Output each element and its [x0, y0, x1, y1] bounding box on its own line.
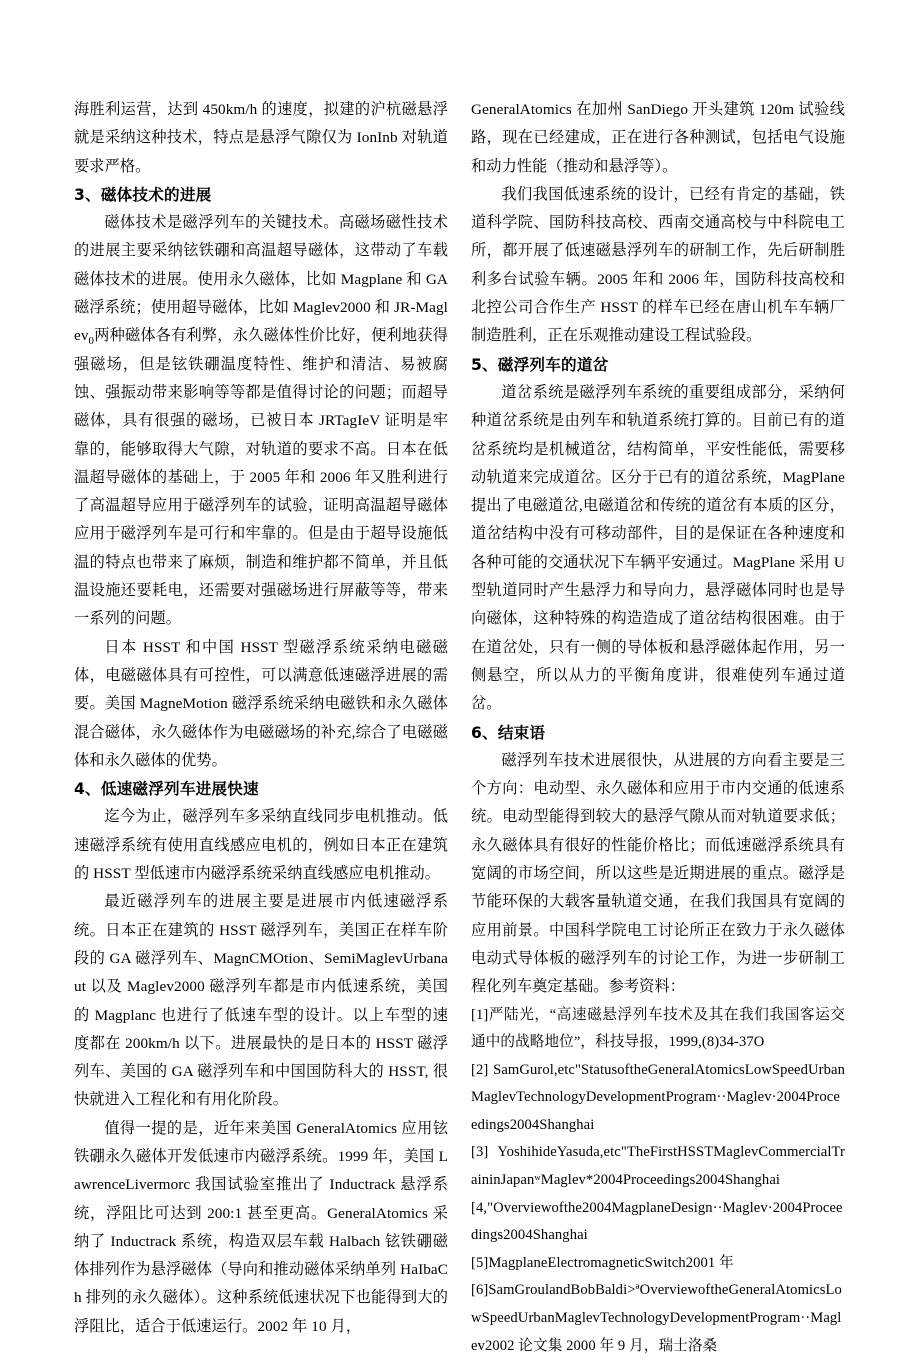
section-heading-3: 3、磁体技术的进展	[74, 181, 448, 209]
left-column	[74, 96, 448, 1341]
reference-item: [5]MagplaneElectromagneticSwitch2001 年	[471, 1250, 845, 1278]
reference-item: [4,"Overviewofthe2004MagplaneDesign··Maglev·2004Proceedings2004Shanghai	[471, 1195, 845, 1250]
two-column-body	[74, 96, 845, 1256]
paragraph-urban-lowspeed-systems: 最近磁浮列车的进展主要是进展市内低速磁浮系统。日本正在建筑的 HSST 磁浮列车，美国正在样车阶段的 GA 磁浮列车、MagnCMOtion、SemiMaglevUrbanaut 以及 Maglev2000 磁浮列车都是市内低速系统，美国的 Magplanc 也进行了低速车型的设计。以上车型的速度都在 200km/h 以下。进展最快的是日本的 HSST 磁浮列车、美国的 GA 磁浮列车和中国国防科大的 HSST, 很快就进入工程化和有用化阶段。	[74, 888, 448, 1114]
paragraph-conclusion: 磁浮列车技术进展很快，从进展的方向看主要是三个方向：电动型、永久磁体和应用于市内交通的低速系统。电动型能得到较大的悬浮气隙从而对轨道要求低；永久磁体具有很好的性能价格比；而低速磁浮系统具有宽阔的市场空间，所以这些是近期进展的重点。磁浮是节能环保的大载客量轨道交通，在我们我国具有宽阔的应用前景。中国科学院电工讨论所正在致力于永久磁体电动式导体板的磁浮列车的讨论工作，为进一步研制工程化列车奠定基础。参考资料：	[471, 747, 845, 1002]
section-heading-5: 5、磁浮列车的道岔	[471, 351, 845, 379]
paragraph-switch-system: 道岔系统是磁浮列车系统的重要组成部分，采纳何种道岔系统是由列车和轨道系统打算的。目前已有的道岔系统均是机械道岔，结构简单，平安性能低，需要移动轨道来完成道岔。区分于已有的道岔系统，MagPlane 提出了电磁道岔,电磁道岔和传统的道岔有本质的区分，道岔结构中没有可移动部件，目的是保证在各种速度和各种可能的交通状况下车辆平安通过。MagPlane 采用 U 型轨道同时产生悬浮力和导向力，悬浮磁体同时也是导向磁体，这种特殊的构造造成了道岔结构很困难。由于在道岔处，只有一侧的导体板和悬浮磁体起作用，另一侧悬空，所以从力的平衡角度讲，很难使列车通过道岔。	[471, 379, 845, 719]
paragraph-general-atomics-inductrack: 值得一提的是，近年来美国 GeneralAtomics 应用铉铁硼永久磁体开发低速市内磁浮系统。1999 年，美国 LawrenceLivermorc 我国试验室推出了 Inductrack 悬浮系统，浮阻比可达到 200:1 甚至更高。GeneralAtomics 采纳了 Inductrack 系统，构造双层车载 Halbach 铉铁硼磁体排列作为悬浮磁体（导向和推动磁体采纳单列 HaIbaCh 排列的永久磁体）。这种系统低速状况下也能得到大的浮阻比，适合于低速运行。2002 年 10 月，	[74, 1115, 448, 1341]
reference-item: [1]严陆光，“高速磁悬浮列车技术及其在我们我国客运交通中的战略地位”，科技导报，1999,(8)34-37O	[471, 1002, 845, 1057]
paragraph-magnet-technology-part-b: 两种磁体各有利弊，永久磁体性价比好，便利地获得强磁场，但是铉铁硼温度特性、维护和清洁、易被腐蚀、强振动带来影响等等都是值得讨论的问题；而超导磁体，具有很强的磁场，已被日本 JRTagIeV 证明是牢靠的，能够取得大气隙，对轨道的要求不高。日本在低温超导磁体的基础上，于 2005 年和 2006 年又胜利进行了高温超导应用于磁浮列车的试验，证明高温超导磁体应用于磁浮列车是可行和牢靠的。但是由于超导设施低温的特点也带来了麻烦，制造和维护都不简单，并且低温设施还要耗电，还需要对强磁场进行屏蔽等等，带来一系列的问题。	[74, 327, 448, 627]
reference-item: [3] YoshihideYasuda,etc"TheFirstHSSTMaglevCommercialTraininJapanʷMaglev*2004Proceedings2004Shanghai	[471, 1139, 845, 1194]
paragraph-magnet-technology	[74, 209, 448, 633]
section-heading-4: 4、低速磁浮列车进展快速	[74, 775, 448, 803]
section-heading-6: 6、结束语	[471, 719, 845, 747]
reference-item: [6]SamGroulandBobBaldi>ªOverviewoftheGeneralAtomicsLowSpeedUrbanMaglevTechnologyDevelopmentProgram··Maglev2002 论文集 2000 年 9 月，瑞士洛桑	[471, 1277, 845, 1360]
right-column	[471, 96, 845, 1360]
paragraph-magnet-technology-part-a: 磁体技术是磁浮列车的关键技术。高磁场磁性技术的进展主要采纳铉铁硼和高温超导磁体，这带动了车载磁体技术的进展。使用永久磁体，比如 Magplane 和 GA 磁浮系统；使用超导磁体，比如 Maglev2000 和 JR-Maglev	[74, 214, 448, 344]
reference-item: [2] SamGurol,etc"StatusoftheGeneralAtomicsLowSpeedUrbanMaglevTechnologyDevelopmentProgram··Maglev·2004Proceedings2004Shanghai	[471, 1057, 845, 1140]
paragraph-hsst-electromagnet: 日本 HSST 和中国 HSST 型磁浮系统采纳电磁磁体，电磁磁体具有可控性，可以满意低速磁浮进展的需要。美国 MagneMotion 磁浮系统采纳电磁铁和永久磁体混合磁体，永久磁体作为电磁磁场的补充,综合了电磁磁体和永久磁体的优势。	[74, 634, 448, 775]
paragraph-china-lowspeed-design: 我们我国低速系统的设计，已经有肯定的基础，铁道科学院、国防科技高校、西南交通高校与中科院电工所，都开展了低速磁悬浮列车的研制工作，先后研制胜利多台试验车辆。2005 年和 2006 年，国防科技高校和北控公司合作生产 HSST 的样车已经在唐山机车车辆厂制造胜利，正在乐观推动建设工程试验段。	[471, 181, 845, 351]
paragraph-continuation-top-right: GeneralAtomics 在加州 SanDiego 开头建筑 120m 试验线路，现在已经建成，正在进行各种测试，包括电气设施和动力性能（推动和悬浮等）。	[471, 96, 845, 181]
paragraph-continuation-top-left: 海胜利运营，达到 450km/h 的速度，拟建的沪杭磁悬浮就是采纳这种技术，特点是悬浮气隙仅为 IonInb 对轨道要求严格。	[74, 96, 448, 181]
references-list	[471, 1002, 845, 1360]
paragraph-linear-motor: 迄今为止，磁浮列车多采纳直线同步电机推动。低速磁浮系统有使用直线感应电机的，例如日本正在建筑的 HSST 型低速市内磁浮系统采纳直线感应电机推动。	[74, 803, 448, 888]
maglev-subscript: 0	[89, 335, 95, 347]
